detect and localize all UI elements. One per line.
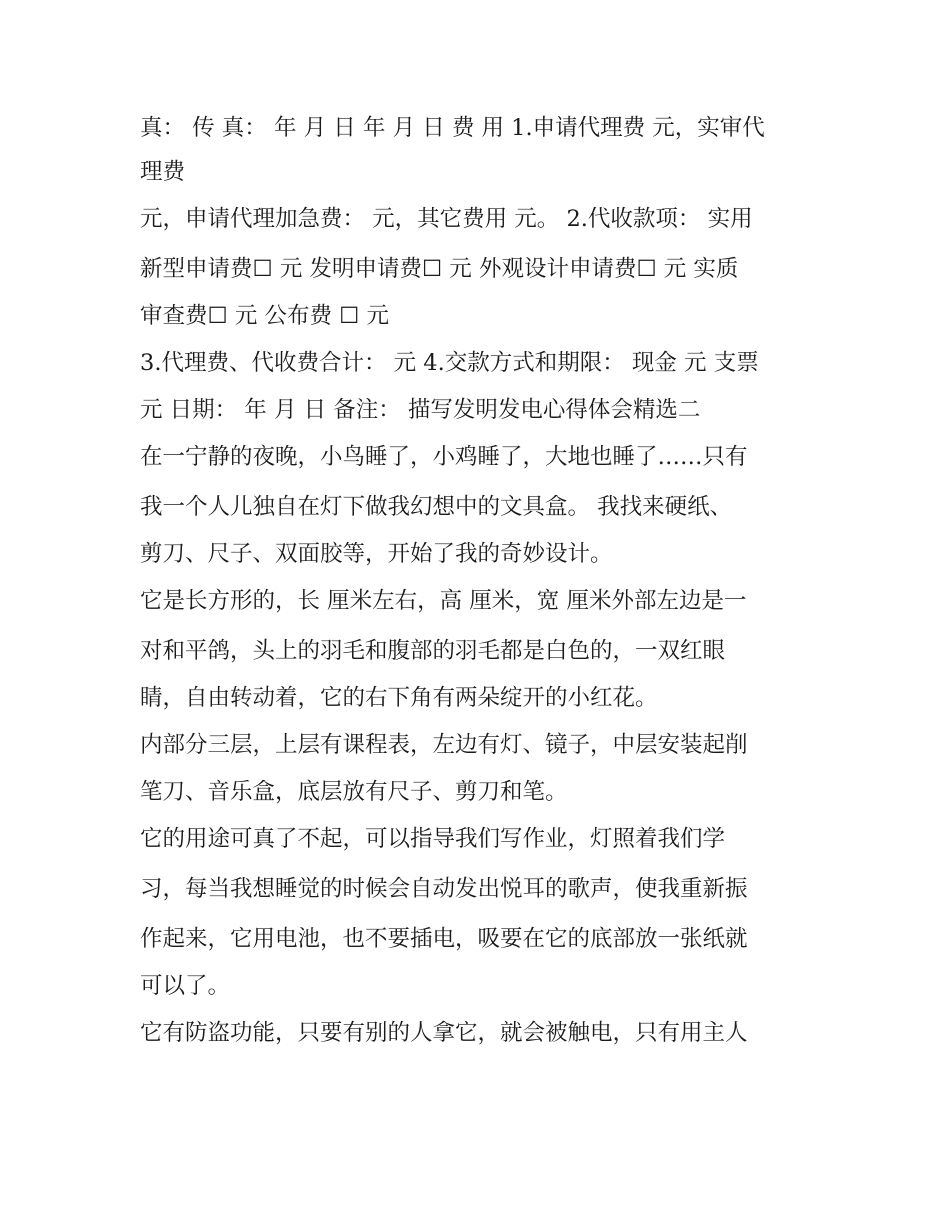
document-body — [140, 106, 815, 1058]
text-line: 新型申请费☐ 元 发明申请费☐ 元 外观设计申请费☐ 元 实质 — [140, 256, 739, 282]
text-line: 作起来，它用电池，也不要插电，吸要在它的底部放一张纸就 — [140, 926, 748, 952]
text-line: 对和平鸽，头上的羽毛和腹部的羽毛都是白色的，一双红眼 — [140, 638, 726, 664]
text-line: 元，申请代理加急费： 元，其它费用 元。 2.代收款项： 实用 — [140, 206, 753, 232]
text-line: 剪刀、尺子、双面胶等，开始了我的奇妙设计。 — [140, 541, 613, 567]
text-line: 内部分三层，上层有课程表，左边有灯、镜子，中层安装起削 — [140, 732, 748, 758]
text-line: 审查费☐ 元 公布费 ☐ 元 — [140, 303, 389, 329]
text-line: 它有防盗功能，只要有别的人拿它，就会被触电，只有用主人 — [140, 1020, 748, 1046]
text-line: 睛，自由转动着，它的右下角有两朵绽开的小红花。 — [140, 685, 658, 711]
text-line: 3.代理费、代收费合计： 元 4.交款方式和期限： 现金 元 支票 — [140, 350, 759, 376]
text-line: 真： 传 真： 年 月 日 年 月 日 费 用 1.申请代理费 元，实审代 — [140, 115, 765, 141]
text-line: 笔刀、音乐盒，底层放有尺子、剪刀和笔。 — [140, 779, 568, 805]
text-line: 理费 — [140, 159, 186, 185]
text-line: 我一个人儿独自在灯下做我幻想中的文具盒。 我找来硬纸、 — [140, 494, 733, 520]
text-line: 在一宁静的夜晚，小鸟睡了，小鸡睡了，大地也睡了……只有 — [140, 444, 748, 470]
text-line: 可以了。 — [140, 973, 231, 999]
text-line: 它是长方形的，长 厘米左右，高 厘米，宽 厘米外部左边是一 — [140, 588, 747, 614]
text-line: 它的用途可真了不起，可以指导我们写作业，灯照着我们学 — [140, 826, 726, 852]
text-line: 元 日期： 年 月 日 备注： 描写发明发电心得体会精选二 — [140, 397, 701, 423]
text-line: 习，每当我想睡觉的时候会自动发出悦耳的歌声，使我重新振 — [140, 876, 748, 902]
